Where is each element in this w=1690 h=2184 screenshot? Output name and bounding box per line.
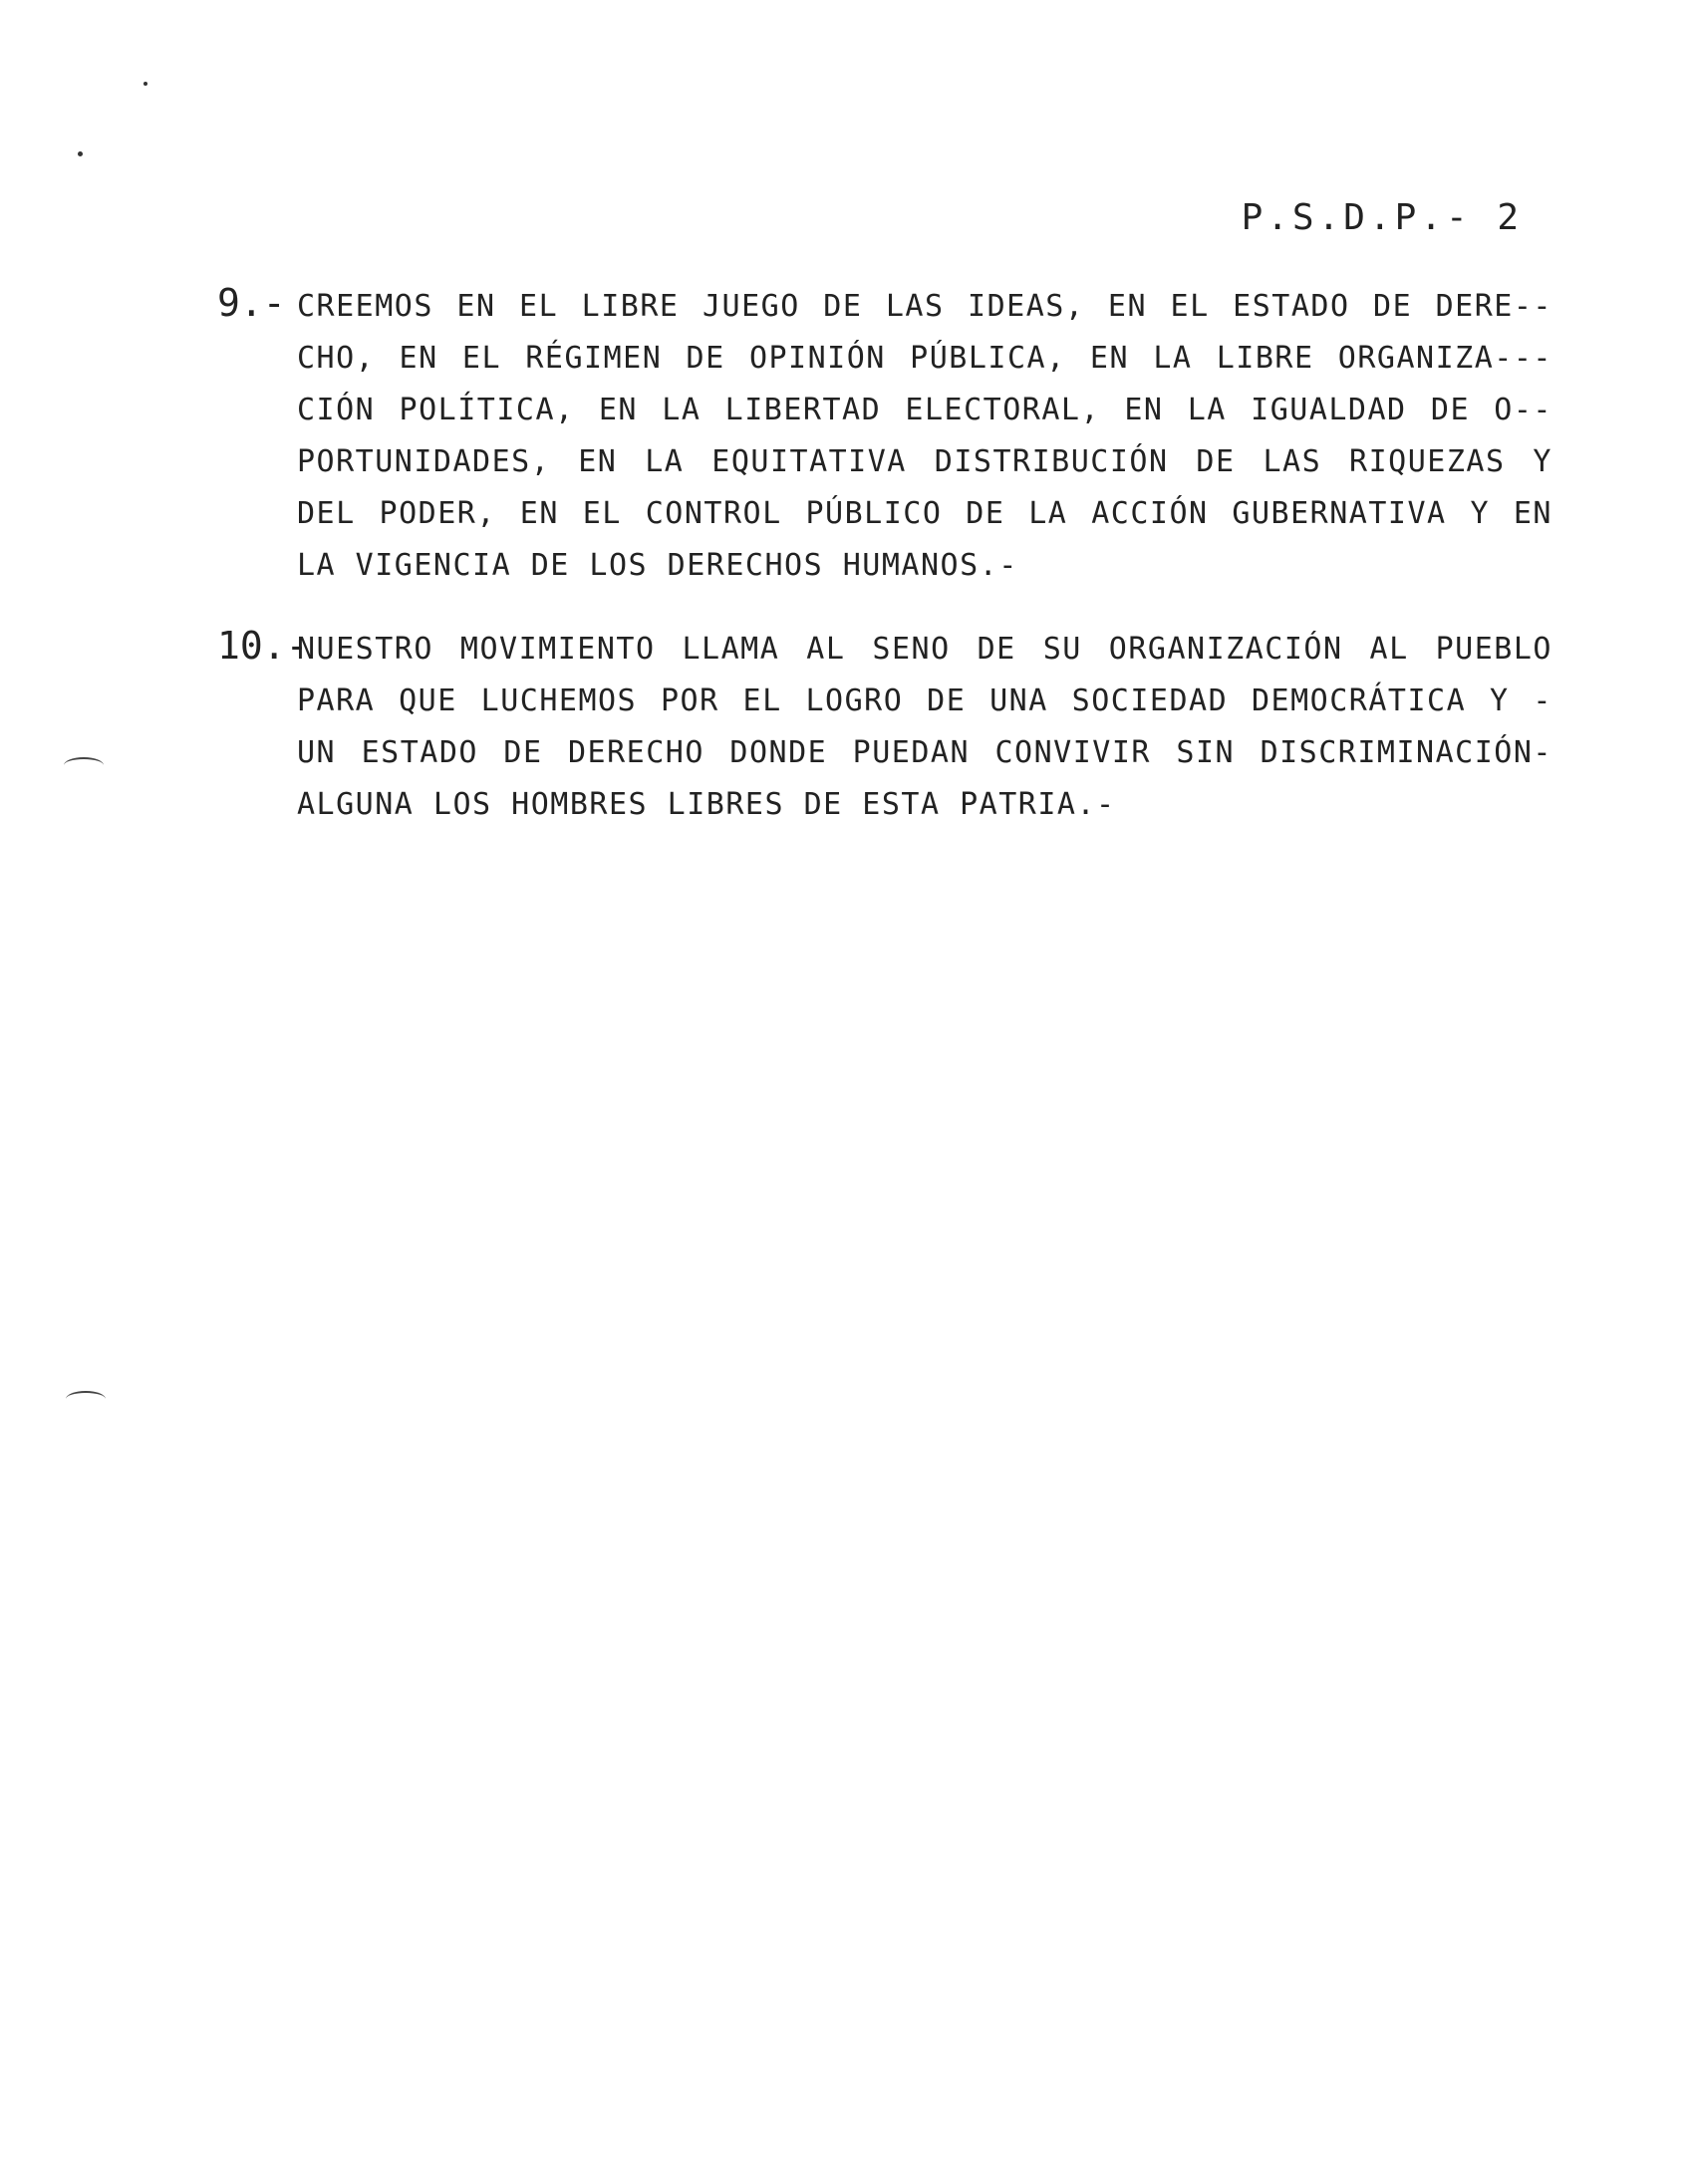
scan-speck — [143, 82, 147, 86]
punch-hole-mark — [64, 757, 104, 773]
scan-speck — [78, 151, 83, 156]
article-number: 9.- — [217, 281, 286, 325]
text-line: CIÓN POLÍTICA, EN LA LIBERTAD ELECTORAL, EN LA IGUALDAD DE O-- — [297, 393, 1552, 427]
article-text — [297, 624, 1552, 831]
article-10 — [217, 624, 1552, 831]
text-line: NUESTRO MOVIMIENTO LLAMA AL SENO DE SU ORGANIZACIÓN AL PUEBLO — [297, 632, 1552, 667]
text-line: LA VIGENCIA DE LOS DERECHOS HUMANOS.- — [297, 548, 1018, 583]
text-line: PORTUNIDADES, EN LA EQUITATIVA DISTRIBUCIÓN DE LAS RIQUEZAS Y — [297, 444, 1552, 479]
text-line: PARA QUE LUCHEMOS POR EL LOGRO DE UNA SOCIEDAD DEMOCRÁTICA Y - — [297, 683, 1552, 718]
punch-hole-mark — [66, 1391, 106, 1407]
text-line: UN ESTADO DE DERECHO DONDE PUEDAN CONVIVIR SIN DISCRIMINACIÓN- — [297, 735, 1552, 770]
page-reference: P.S.D.P.- 2 — [1241, 197, 1523, 238]
text-line: ALGUNA LOS HOMBRES LIBRES DE ESTA PATRIA.- — [297, 787, 1116, 822]
text-line: DEL PODER, EN EL CONTROL PÚBLICO DE LA ACCIÓN GUBERNATIVA Y EN — [297, 496, 1552, 531]
text-line: CHO, EN EL RÉGIMEN DE OPINIÓN PÚBLICA, EN LA LIBRE ORGANIZA--- — [297, 341, 1552, 376]
text-line: CREEMOS EN EL LIBRE JUEGO DE LAS IDEAS, EN EL ESTADO DE DERE-- — [297, 289, 1552, 324]
article-text — [297, 281, 1552, 592]
article-9 — [217, 281, 1552, 592]
article-number: 10.- — [217, 624, 309, 668]
